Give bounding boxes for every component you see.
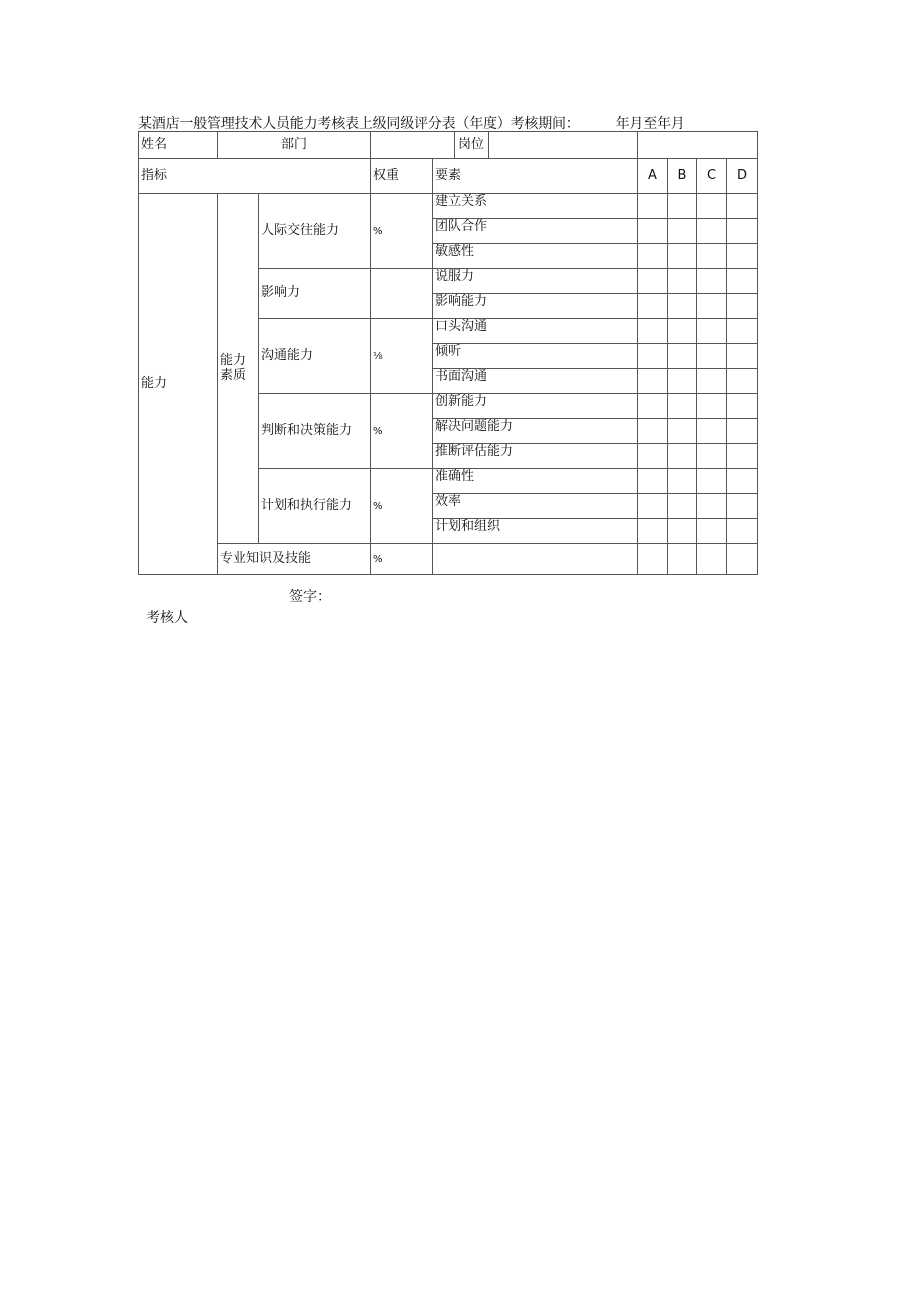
grade-c-cell[interactable] xyxy=(697,419,727,444)
element-cell: 推断评估能力 xyxy=(433,444,638,469)
grade-a-cell[interactable] xyxy=(638,294,668,319)
grade-b-cell[interactable] xyxy=(668,369,697,394)
grade-d-cell[interactable] xyxy=(727,544,758,575)
group-weight[interactable] xyxy=(371,269,433,319)
professional-weight[interactable]: % xyxy=(371,544,433,575)
grade-b-cell[interactable] xyxy=(668,544,697,575)
title-text: 某酒店一般管理技术人员能力考核表上级同级评分表（年度）考核期间： xyxy=(138,116,580,132)
grade-a-cell[interactable] xyxy=(638,519,668,544)
grade-a-cell[interactable] xyxy=(638,419,668,444)
element-cell: 解决问题能力 xyxy=(433,419,638,444)
grade-c-cell[interactable] xyxy=(697,469,727,494)
grade-d-cell[interactable] xyxy=(727,419,758,444)
grade-c-cell[interactable] xyxy=(697,494,727,519)
grade-b-cell[interactable] xyxy=(668,344,697,369)
group-name: 影响力 xyxy=(259,269,371,319)
element-header: 要素 xyxy=(433,159,638,194)
grade-a-cell[interactable] xyxy=(638,344,668,369)
grade-c-cell[interactable] xyxy=(697,294,727,319)
grade-d-cell[interactable] xyxy=(727,519,758,544)
grade-d-cell[interactable] xyxy=(727,444,758,469)
group-weight[interactable]: % xyxy=(371,469,433,544)
grade-c-cell[interactable] xyxy=(697,319,727,344)
assessment-period: 年月至年月 xyxy=(615,116,685,132)
grade-a-cell[interactable] xyxy=(638,394,668,419)
professional-element-cell[interactable] xyxy=(433,544,638,575)
element-cell: 建立关系 xyxy=(433,194,638,219)
grade-b-cell[interactable] xyxy=(668,394,697,419)
grade-c-cell[interactable] xyxy=(697,444,727,469)
group-weight[interactable]: % xyxy=(371,394,433,469)
grade-b-cell[interactable] xyxy=(668,294,697,319)
grade-a-cell[interactable] xyxy=(638,319,668,344)
grade-d-cell[interactable] xyxy=(727,394,758,419)
element-cell: 说服力 xyxy=(433,269,638,294)
group-name: 沟通能力 xyxy=(259,319,371,394)
grade-c-cell[interactable] xyxy=(697,544,727,575)
element-cell: 创新能力 xyxy=(433,394,638,419)
grade-a-cell[interactable] xyxy=(638,219,668,244)
grade-d-cell[interactable] xyxy=(727,219,758,244)
grade-a-cell[interactable] xyxy=(638,444,668,469)
professional-name: 专业知识及技能 xyxy=(218,544,371,575)
signature-label: 签字： xyxy=(289,589,331,605)
grade-c-cell[interactable] xyxy=(697,394,727,419)
grade-d-cell[interactable] xyxy=(727,369,758,394)
grade-a-cell[interactable] xyxy=(638,269,668,294)
grade-a-header: A xyxy=(638,159,668,194)
grade-b-header: B xyxy=(668,159,697,194)
category-sub-line1: 能力 xyxy=(220,353,247,369)
element-cell: 准确性 xyxy=(433,469,638,494)
grade-b-cell[interactable] xyxy=(668,494,697,519)
grade-a-cell[interactable] xyxy=(638,469,668,494)
grade-c-cell[interactable] xyxy=(697,269,727,294)
dept-value-cell[interactable] xyxy=(371,132,455,159)
category-sub-line2: 素质 xyxy=(220,367,247,383)
grade-a-cell[interactable] xyxy=(638,244,668,269)
grade-d-cell[interactable] xyxy=(727,194,758,219)
indicator-header: 指标 xyxy=(139,159,371,194)
grade-c-cell[interactable] xyxy=(697,344,727,369)
grade-a-cell[interactable] xyxy=(638,494,668,519)
element-cell: 效率 xyxy=(433,494,638,519)
form-title xyxy=(138,113,685,133)
element-cell: 书面沟通 xyxy=(433,369,638,394)
grade-c-cell[interactable] xyxy=(697,369,727,394)
grade-c-cell[interactable] xyxy=(697,519,727,544)
element-cell: 敏感性 xyxy=(433,244,638,269)
assessor-label: 考核人 xyxy=(146,610,188,626)
grade-d-cell[interactable] xyxy=(727,469,758,494)
grade-b-cell[interactable] xyxy=(668,244,697,269)
table-row xyxy=(139,194,758,219)
position-value-cell[interactable] xyxy=(489,132,638,159)
element-cell: 口头沟通 xyxy=(433,319,638,344)
grade-b-cell[interactable] xyxy=(668,519,697,544)
group-name: 人际交往能力 xyxy=(259,194,371,269)
grade-b-cell[interactable] xyxy=(668,219,697,244)
grade-d-cell[interactable] xyxy=(727,344,758,369)
grade-c-cell[interactable] xyxy=(697,219,727,244)
grade-b-cell[interactable] xyxy=(668,194,697,219)
grade-b-cell[interactable] xyxy=(668,419,697,444)
column-header-row xyxy=(139,159,758,194)
category-sub xyxy=(218,194,259,544)
element-cell: 倾听 xyxy=(433,344,638,369)
grade-a-cell[interactable] xyxy=(638,544,668,575)
grade-b-cell[interactable] xyxy=(668,319,697,344)
position-label: 岗位 xyxy=(455,132,489,159)
evaluation-table xyxy=(138,131,758,575)
grade-c-cell[interactable] xyxy=(697,244,727,269)
grade-d-header: D xyxy=(727,159,758,194)
grade-b-cell[interactable] xyxy=(668,444,697,469)
grade-c-header: C xyxy=(697,159,727,194)
grade-c-cell[interactable] xyxy=(697,194,727,219)
element-cell: 计划和组织 xyxy=(433,519,638,544)
table-row xyxy=(139,544,758,575)
element-cell: 影响能力 xyxy=(433,294,638,319)
name-label: 姓名 xyxy=(139,132,218,159)
weight-header: 权重 xyxy=(371,159,433,194)
grade-d-cell[interactable] xyxy=(727,319,758,344)
grade-d-cell[interactable] xyxy=(727,244,758,269)
group-weight[interactable]: % xyxy=(371,194,433,269)
group-name: 计划和执行能力 xyxy=(259,469,371,544)
group-name: 判断和决策能力 xyxy=(259,394,371,469)
info-row xyxy=(139,132,758,159)
grade-d-cell[interactable] xyxy=(727,269,758,294)
grade-a-cell[interactable] xyxy=(638,369,668,394)
element-cell: 团队合作 xyxy=(433,219,638,244)
category-main: 能力 xyxy=(139,194,218,575)
grade-b-cell[interactable] xyxy=(668,269,697,294)
dept-label: 部门 xyxy=(218,132,371,159)
grade-d-cell[interactable] xyxy=(727,294,758,319)
group-weight[interactable]: ⅛ xyxy=(371,319,433,394)
grade-b-cell[interactable] xyxy=(668,469,697,494)
grade-a-cell[interactable] xyxy=(638,194,668,219)
blank-header-cell xyxy=(638,132,758,159)
grade-d-cell[interactable] xyxy=(727,494,758,519)
